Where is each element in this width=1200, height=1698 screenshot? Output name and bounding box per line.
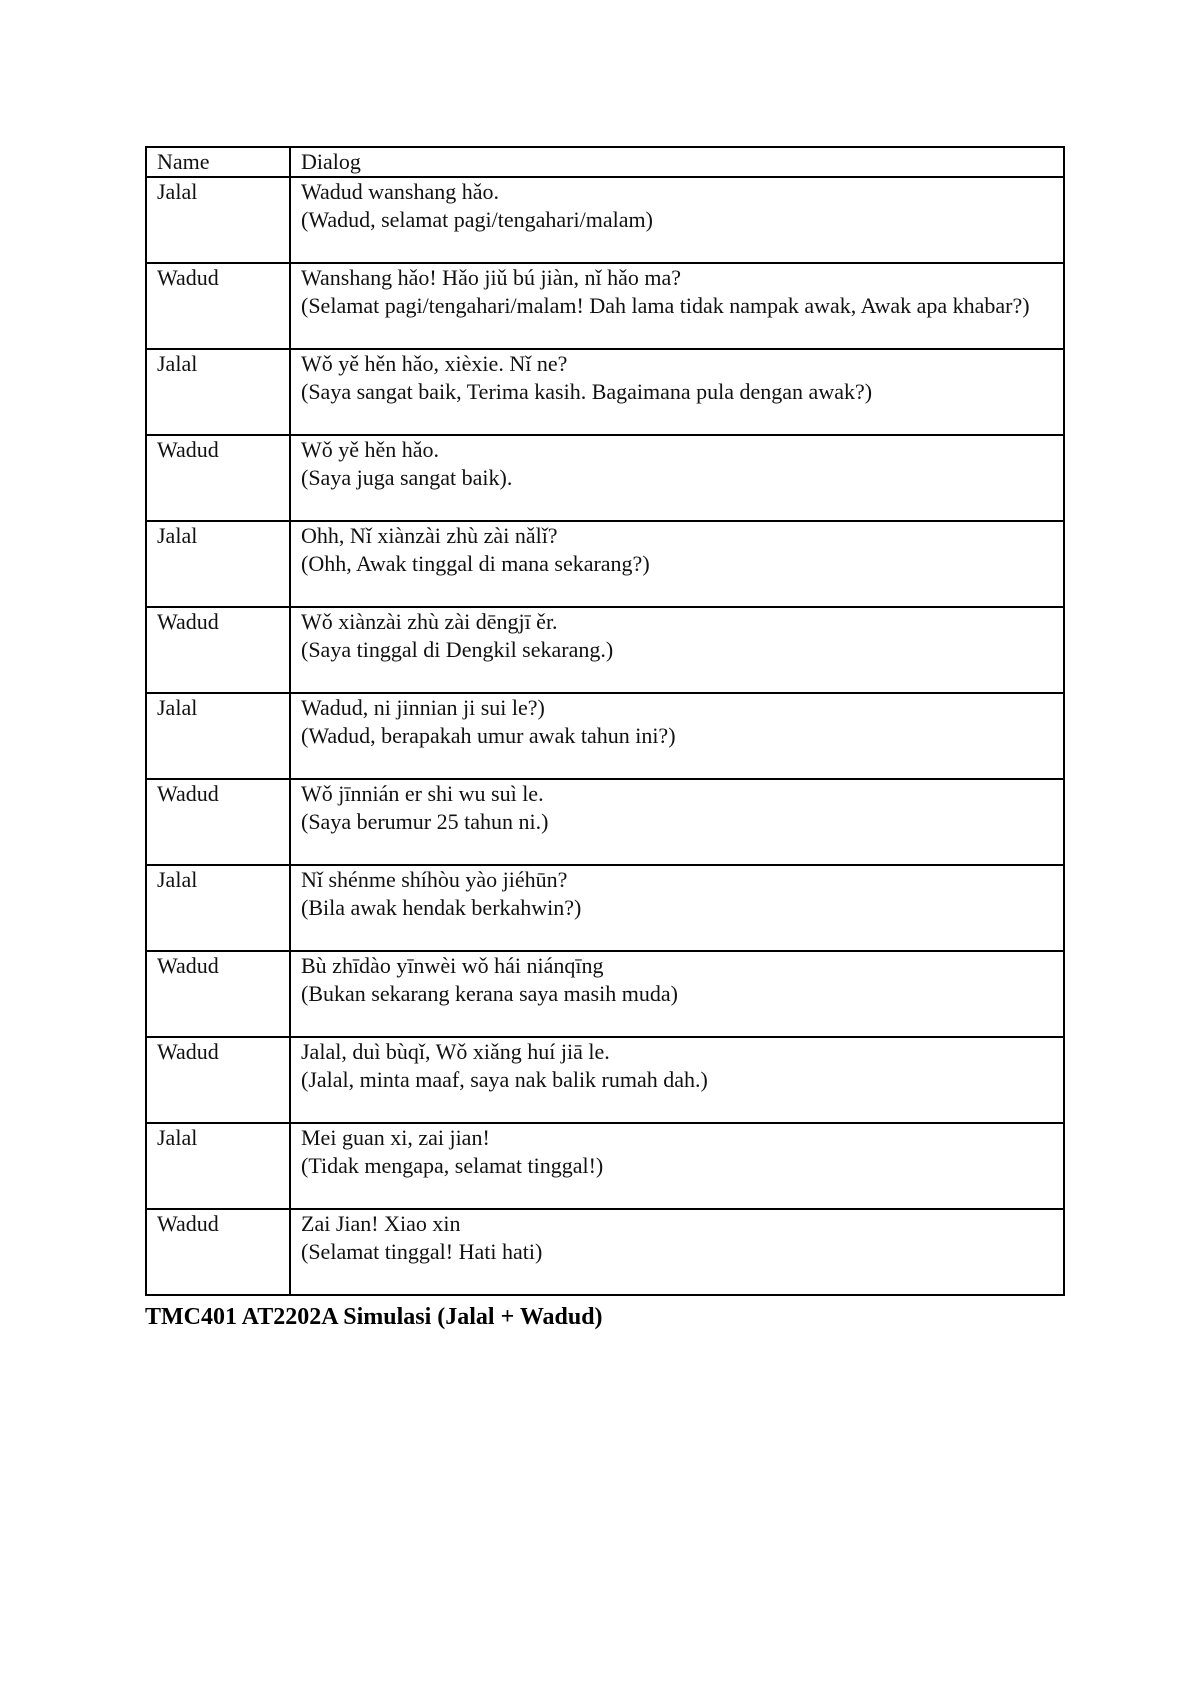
dialog-line: Wǒ yě hěn hǎo. bbox=[301, 437, 440, 462]
table-row bbox=[146, 1037, 1064, 1123]
table-row bbox=[146, 521, 1064, 607]
dialog-table bbox=[145, 146, 1065, 1296]
table-row bbox=[146, 607, 1064, 693]
dialog-cell bbox=[290, 435, 1064, 521]
header-row bbox=[146, 147, 1064, 177]
dialog-line: Mei guan xi, zai jian! bbox=[301, 1125, 490, 1150]
speaker-name-cell: Wadud bbox=[146, 435, 290, 521]
table-row bbox=[146, 177, 1064, 263]
dialog-cell bbox=[290, 693, 1064, 779]
dialog-line: (Saya juga sangat baik). bbox=[301, 465, 513, 490]
document-caption: TMC401 AT2202A Simulasi (Jalal + Wadud) bbox=[145, 1304, 603, 1330]
header-name-cell: Name bbox=[146, 147, 290, 177]
speaker-name-cell: Jalal bbox=[146, 349, 290, 435]
dialog-line: (Jalal, minta maaf, saya nak balik rumah dah.) bbox=[301, 1067, 708, 1092]
speaker-name-cell: Jalal bbox=[146, 1123, 290, 1209]
dialog-cell bbox=[290, 349, 1064, 435]
table-row bbox=[146, 435, 1064, 521]
speaker-name-cell: Jalal bbox=[146, 521, 290, 607]
dialog-cell bbox=[290, 521, 1064, 607]
dialog-line: Jalal, duì bùqǐ, Wǒ xiǎng huí jiā le. bbox=[301, 1039, 610, 1064]
dialog-table-body bbox=[146, 177, 1064, 1295]
dialog-cell bbox=[290, 951, 1064, 1037]
table-row bbox=[146, 1123, 1064, 1209]
dialog-line: (Saya berumur 25 tahun ni.) bbox=[301, 809, 549, 834]
document-page bbox=[145, 146, 1063, 1332]
speaker-name-cell: Jalal bbox=[146, 177, 290, 263]
dialog-line: Wadud wanshang hǎo. bbox=[301, 179, 500, 204]
dialog-cell bbox=[290, 1123, 1064, 1209]
speaker-name-cell: Wadud bbox=[146, 1209, 290, 1295]
speaker-name-cell: Wadud bbox=[146, 1037, 290, 1123]
dialog-line: Nǐ shénme shíhòu yào jiéhūn? bbox=[301, 867, 568, 892]
table-row bbox=[146, 951, 1064, 1037]
dialog-cell bbox=[290, 1209, 1064, 1295]
dialog-line: Wǒ yě hěn hǎo, xièxie. Nǐ ne? bbox=[301, 351, 568, 376]
speaker-name-cell: Jalal bbox=[146, 693, 290, 779]
dialog-line: Ohh, Nǐ xiànzài zhù zài nǎlǐ? bbox=[301, 523, 558, 548]
dialog-cell bbox=[290, 607, 1064, 693]
speaker-name-cell: Wadud bbox=[146, 779, 290, 865]
dialog-line: (Wadud, berapakah umur awak tahun ini?) bbox=[301, 723, 676, 748]
dialog-cell bbox=[290, 779, 1064, 865]
table-row bbox=[146, 693, 1064, 779]
speaker-name-cell: Jalal bbox=[146, 865, 290, 951]
table-row bbox=[146, 1209, 1064, 1295]
table-row bbox=[146, 779, 1064, 865]
dialog-line: (Selamat pagi/tengahari/malam! Dah lama tidak nampak awak, Awak apa khabar?) bbox=[301, 293, 1030, 318]
dialog-line: (Bila awak hendak berkahwin?) bbox=[301, 895, 582, 920]
dialog-line: (Bukan sekarang kerana saya masih muda) bbox=[301, 981, 678, 1006]
header-dialog-cell: Dialog bbox=[290, 147, 1064, 177]
dialog-line: (Wadud, selamat pagi/tengahari/malam) bbox=[301, 207, 653, 232]
dialog-line: (Tidak mengapa, selamat tinggal!) bbox=[301, 1153, 604, 1178]
dialog-cell bbox=[290, 263, 1064, 349]
dialog-line: Zai Jian! Xiao xin bbox=[301, 1211, 461, 1236]
dialog-line: (Ohh, Awak tinggal di mana sekarang?) bbox=[301, 551, 650, 576]
dialog-line: Wǒ xiànzài zhù zài dēngjī ěr. bbox=[301, 609, 558, 634]
speaker-name-cell: Wadud bbox=[146, 607, 290, 693]
table-row bbox=[146, 349, 1064, 435]
speaker-name-cell: Wadud bbox=[146, 263, 290, 349]
dialog-cell bbox=[290, 1037, 1064, 1123]
dialog-line: (Saya tinggal di Dengkil sekarang.) bbox=[301, 637, 614, 662]
dialog-line: Wanshang hǎo! Hǎo jiǔ bú jiàn, nǐ hǎo ma? bbox=[301, 265, 682, 290]
dialog-line: (Selamat tinggal! Hati hati) bbox=[301, 1239, 543, 1264]
table-row bbox=[146, 865, 1064, 951]
dialog-line: Wǒ jīnnián er shi wu suì le. bbox=[301, 781, 544, 806]
dialog-table-header bbox=[146, 147, 1064, 177]
dialog-line: (Saya sangat baik, Terima kasih. Bagaimana pula dengan awak?) bbox=[301, 379, 873, 404]
dialog-line: Wadud, ni jinnian ji sui le?) bbox=[301, 695, 545, 720]
dialog-line: Bù zhīdào yīnwèi wǒ hái niánqīng bbox=[301, 953, 604, 978]
dialog-cell bbox=[290, 865, 1064, 951]
table-row bbox=[146, 263, 1064, 349]
speaker-name-cell: Wadud bbox=[146, 951, 290, 1037]
dialog-cell bbox=[290, 177, 1064, 263]
